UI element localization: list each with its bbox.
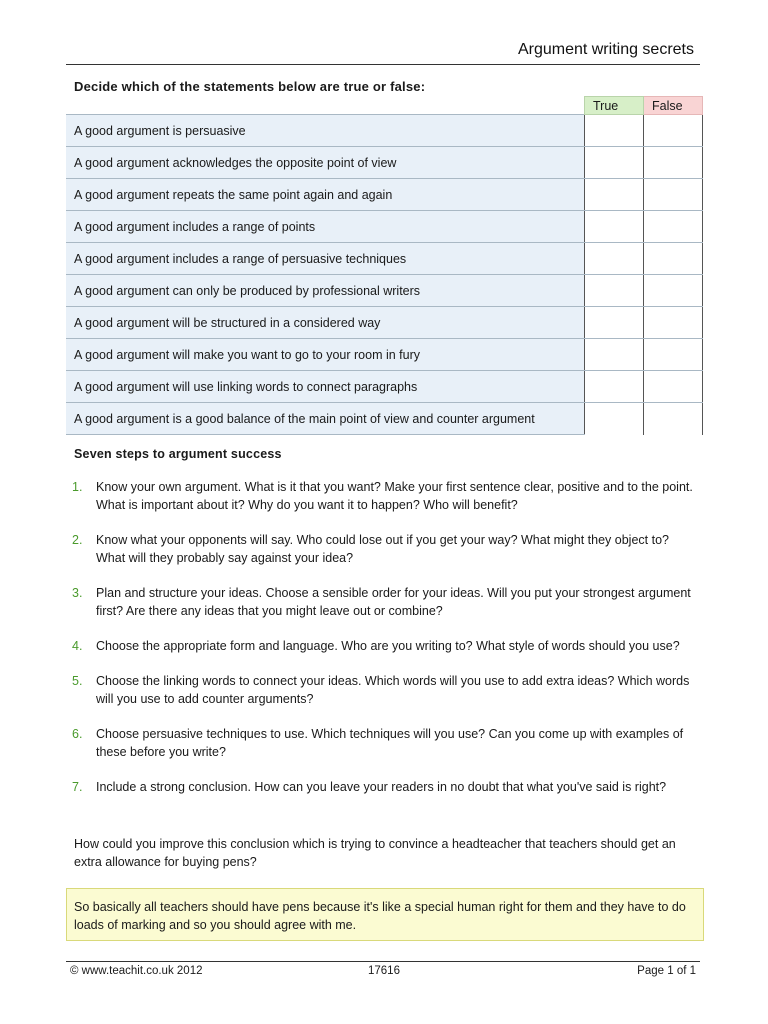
false-checkbox-cell[interactable] [644, 243, 703, 275]
statement-cell: A good argument is a good balance of the main point of view and counter argument [66, 403, 585, 435]
table-row [66, 147, 703, 179]
steps-heading: Seven steps to argument success [74, 447, 282, 461]
step-number: 7. [72, 780, 83, 794]
table-row [66, 211, 703, 243]
header-divider [66, 64, 700, 65]
list-item [72, 725, 696, 761]
table-header-blank [66, 97, 585, 115]
list-item [72, 637, 696, 655]
step-text: Choose persuasive techniques to use. Which techniques will you use? Can you come up with examples of these before you write? [96, 727, 684, 759]
instruction-text: Decide which of the statements below are true or false: [74, 79, 426, 94]
list-item [72, 478, 696, 514]
true-checkbox-cell[interactable] [585, 307, 644, 339]
true-checkbox-cell[interactable] [585, 371, 644, 403]
table-row [66, 275, 703, 307]
true-checkbox-cell[interactable] [585, 339, 644, 371]
step-text: Know your own argument. What is it that you want? Make your first sentence clear, positive and to the point. What is important about it? Why do you want it to happen? Who will benefit? [96, 480, 693, 512]
footer-divider [66, 961, 700, 962]
step-number: 6. [72, 727, 83, 741]
true-column-header: True [585, 97, 644, 115]
step-number: 1. [72, 480, 83, 494]
step-text: Choose the appropriate form and language. Who are you writing to? What style of words should you use? [96, 639, 680, 653]
step-number: 5. [72, 674, 83, 688]
statement-cell: A good argument can only be produced by professional writers [66, 275, 585, 307]
false-checkbox-cell[interactable] [644, 179, 703, 211]
list-item [72, 584, 696, 620]
false-checkbox-cell[interactable] [644, 147, 703, 179]
step-text: Include a strong conclusion. How can you leave your readers in no doubt that what you've said is right? [96, 780, 667, 794]
conclusion-question: How could you improve this conclusion which is trying to convince a headteacher that teachers should get an extra allowance for buying pens? [74, 837, 676, 869]
false-checkbox-cell[interactable] [644, 115, 703, 147]
table-row [66, 307, 703, 339]
true-checkbox-cell[interactable] [585, 147, 644, 179]
statement-cell: A good argument will make you want to go to your room in fury [66, 339, 585, 371]
table-row [66, 371, 703, 403]
true-checkbox-cell[interactable] [585, 115, 644, 147]
statement-cell: A good argument repeats the same point again and again [66, 179, 585, 211]
true-false-table [66, 96, 703, 435]
statement-cell: A good argument includes a range of persuasive techniques [66, 243, 585, 275]
statement-cell: A good argument includes a range of points [66, 211, 585, 243]
false-checkbox-cell[interactable] [644, 403, 703, 435]
footer-code: 17616 [368, 965, 400, 977]
list-item [72, 672, 696, 708]
false-checkbox-cell[interactable] [644, 307, 703, 339]
statement-cell: A good argument will use linking words to connect paragraphs [66, 371, 585, 403]
step-number: 3. [72, 586, 83, 600]
footer-copyright: © www.teachit.co.uk 2012 [70, 965, 203, 977]
page-title: Argument writing secrets [517, 41, 694, 58]
steps-list [72, 478, 696, 813]
false-checkbox-cell[interactable] [644, 339, 703, 371]
statement-cell: A good argument acknowledges the opposite point of view [66, 147, 585, 179]
table-row [66, 339, 703, 371]
true-checkbox-cell[interactable] [585, 179, 644, 211]
table-row [66, 243, 703, 275]
false-column-header: False [644, 97, 703, 115]
true-checkbox-cell[interactable] [585, 403, 644, 435]
table-row [66, 403, 703, 435]
step-text: Know what your opponents will say. Who could lose out if you get your way? What might they object to? What will they probably say against your idea? [96, 533, 669, 565]
table-row [66, 179, 703, 211]
list-item [72, 531, 696, 567]
true-checkbox-cell[interactable] [585, 243, 644, 275]
step-text: Choose the linking words to connect your ideas. Which words will you use to add extra ideas? Which words will you use to add counter arguments? [96, 674, 690, 706]
false-checkbox-cell[interactable] [644, 371, 703, 403]
statement-cell: A good argument is persuasive [66, 115, 585, 147]
true-checkbox-cell[interactable] [585, 275, 644, 307]
false-checkbox-cell[interactable] [644, 275, 703, 307]
true-checkbox-cell[interactable] [585, 211, 644, 243]
statement-cell: A good argument will be structured in a considered way [66, 307, 585, 339]
table-row [66, 115, 703, 147]
list-item [72, 778, 696, 796]
step-number: 2. [72, 533, 83, 547]
step-text: Plan and structure your ideas. Choose a sensible order for your ideas. Will you put your strongest argument first? Are there any ideas that you might leave out or combine? [96, 586, 691, 618]
false-checkbox-cell[interactable] [644, 211, 703, 243]
footer-page-number: Page 1 of 1 [637, 965, 696, 977]
step-number: 4. [72, 639, 83, 653]
example-conclusion-box: So basically all teachers should have pens because it's like a special human right for them and they have to do loads of marking and so you should agree with me. [66, 888, 704, 941]
